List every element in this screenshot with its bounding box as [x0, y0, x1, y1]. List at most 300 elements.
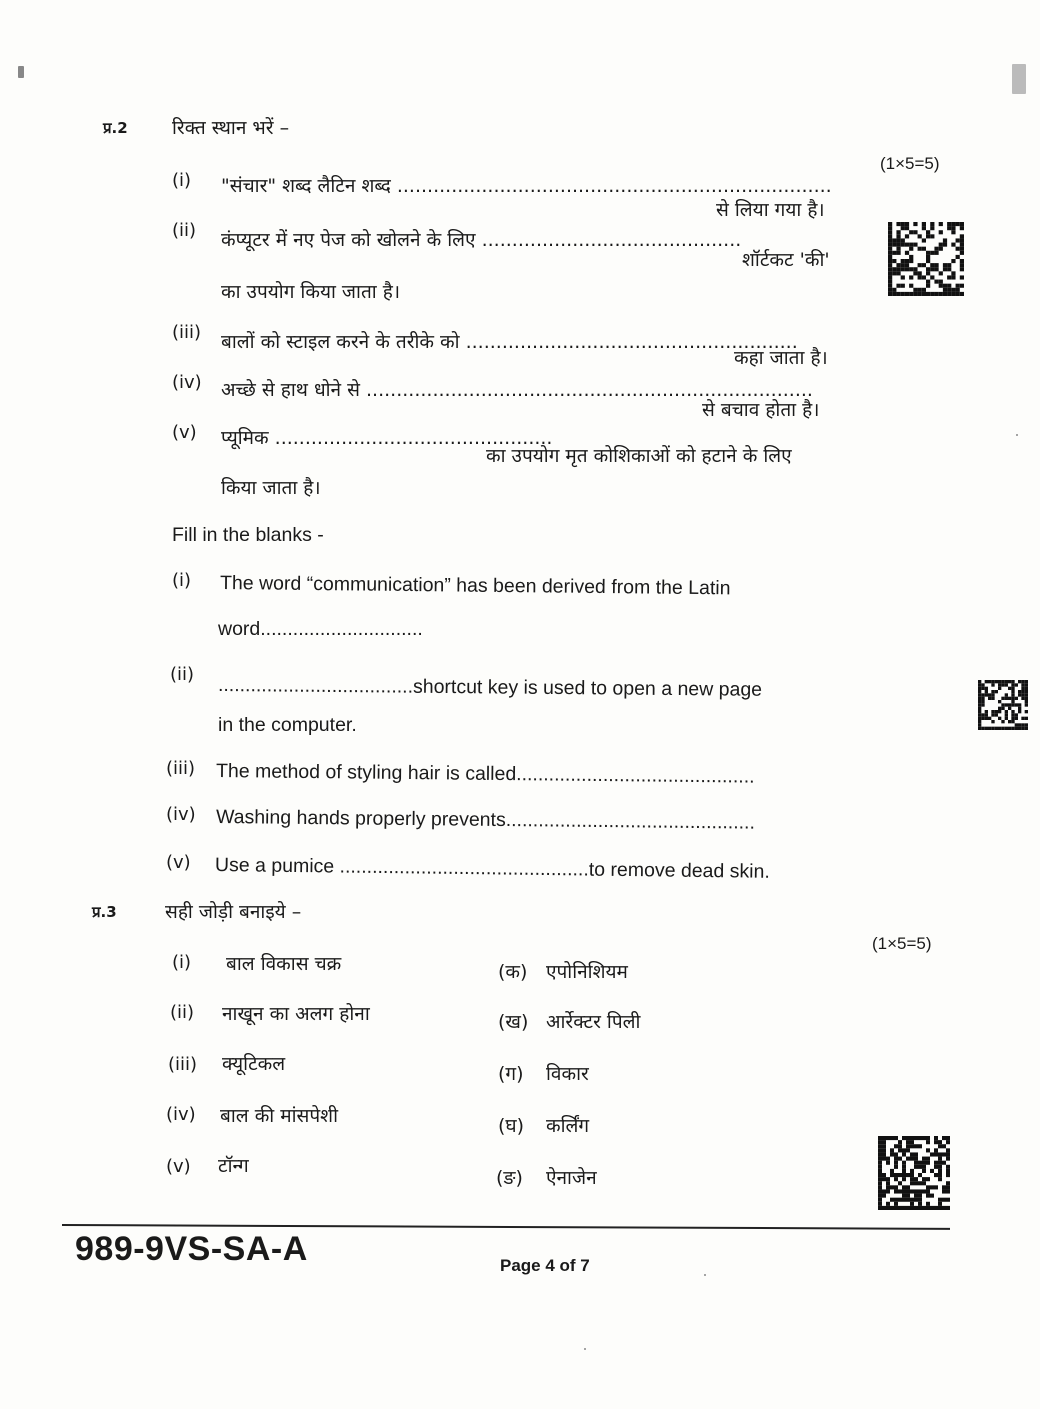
- matrix-module: [878, 1202, 882, 1206]
- matrix-module: [918, 1202, 922, 1206]
- matrix-module: [888, 251, 892, 255]
- matrix-module: [1005, 727, 1008, 730]
- matrix-module: [882, 1157, 886, 1161]
- matrix-module: [934, 292, 938, 296]
- q2-en-item-2-text-cont: in the computer.: [218, 714, 357, 736]
- matrix-module: [898, 1198, 902, 1202]
- matrix-module: [998, 707, 1001, 710]
- matrix-module: [938, 1144, 942, 1148]
- matrix-module: [998, 710, 1001, 713]
- matrix-module: [918, 271, 922, 275]
- matrix-module: [1011, 697, 1014, 700]
- matrix-module: [896, 247, 900, 251]
- matrix-module: [902, 1198, 906, 1202]
- matrix-module: [956, 247, 960, 251]
- matrix-module: [922, 1189, 926, 1193]
- matrix-module: [951, 230, 955, 234]
- footer-rule: [62, 1224, 950, 1230]
- matrix-module: [896, 292, 900, 296]
- matrix-module: [882, 1194, 886, 1198]
- matrix-module: [1015, 713, 1018, 716]
- matrix-module: [901, 267, 905, 271]
- scan-mark: [704, 1274, 706, 1276]
- matrix-module: [951, 292, 955, 296]
- matrix-module: [988, 697, 991, 700]
- matrix-module: [894, 1161, 898, 1165]
- matrix-module: [942, 1206, 946, 1210]
- matrix-module: [914, 1152, 918, 1156]
- matrix-module: [951, 271, 955, 275]
- matrix-module: [922, 1181, 926, 1185]
- matrix-module: [1015, 717, 1018, 720]
- matrix-module: [888, 222, 892, 226]
- matrix-module: [938, 1173, 942, 1177]
- matrix-module: [1001, 727, 1004, 730]
- q2-en-item-4-text: Washing hands properly prevents..............................................: [215, 806, 756, 834]
- matrix-module: [939, 247, 943, 251]
- matrix-module: [902, 1206, 906, 1210]
- matrix-module: [978, 680, 981, 683]
- matrix-module: [1025, 717, 1028, 720]
- matrix-module: [978, 717, 981, 720]
- matrix-module: [1015, 697, 1018, 700]
- matrix-module: [1025, 687, 1028, 690]
- matrix-module: [1001, 680, 1004, 683]
- matrix-module: [946, 1198, 950, 1202]
- page-number: Page 4 of 7: [500, 1256, 590, 1275]
- matrix-module: [988, 693, 991, 696]
- q2-hi-item-5-text: प्यूमिक ..............................................: [221, 427, 553, 449]
- matrix-module: [878, 1161, 882, 1165]
- matrix-module: [888, 292, 892, 296]
- q3-right-3-number: (ग): [498, 1063, 524, 1085]
- matrix-module: [985, 713, 988, 716]
- matrix-module: [1011, 720, 1014, 723]
- matrix-module: [922, 238, 926, 242]
- matrix-module: [898, 1181, 902, 1185]
- matrix-module: [978, 710, 981, 713]
- matrix-module: [1021, 687, 1024, 690]
- matrix-module: [926, 230, 930, 234]
- matrix-module: [922, 263, 926, 267]
- matrix-module: [886, 1136, 890, 1140]
- matrix-module: [1025, 700, 1028, 703]
- matrix-module: [943, 284, 947, 288]
- matrix-module: [951, 222, 955, 226]
- q2-heading-hindi: रिक्त स्थान भरें –: [172, 117, 290, 139]
- q2-hi-item-2-text-cont: का उपयोग किया जाता है।: [221, 281, 401, 303]
- matrix-module: [918, 1189, 922, 1193]
- matrix-module: [926, 1140, 930, 1144]
- matrix-module: [981, 700, 984, 703]
- q2-en-item-2-number: (ii): [170, 664, 195, 685]
- matrix-module: [991, 680, 994, 683]
- matrix-module: [918, 263, 922, 267]
- qr-code-middle: [978, 680, 1028, 730]
- matrix-module: [1011, 703, 1014, 706]
- matrix-module: [985, 680, 988, 683]
- matrix-module: [985, 710, 988, 713]
- matrix-module: [943, 238, 947, 242]
- q2-hi-item-1-number: (i): [172, 170, 192, 191]
- q3-right-5-text: ऐनाजेन: [546, 1167, 597, 1189]
- matrix-module: [896, 263, 900, 267]
- matrix-module: [1021, 723, 1024, 726]
- matrix-module: [926, 271, 930, 275]
- matrix-module: [878, 1185, 882, 1189]
- matrix-module: [918, 1194, 922, 1198]
- matrix-module: [1021, 697, 1024, 700]
- q3-left-5-number: (v): [166, 1156, 191, 1177]
- matrix-module: [978, 723, 981, 726]
- q2-en-item-4-number: (iv): [166, 804, 196, 825]
- matrix-module: [882, 1173, 886, 1177]
- matrix-module: [978, 687, 981, 690]
- matrix-module: [1008, 720, 1011, 723]
- matrix-module: [1015, 703, 1018, 706]
- matrix-module: [930, 275, 934, 279]
- matrix-module: [902, 1161, 906, 1165]
- matrix-module: [892, 267, 896, 271]
- matrix-module: [930, 1169, 934, 1173]
- matrix-module: [896, 251, 900, 255]
- matrix-module: [942, 1161, 946, 1165]
- matrix-module: [888, 263, 892, 267]
- matrix-module: [1005, 693, 1008, 696]
- matrix-module: [906, 1206, 910, 1210]
- matrix-module: [898, 1206, 902, 1210]
- matrix-module: [896, 243, 900, 247]
- matrix-module: [906, 1140, 910, 1144]
- datamatrix-code-bottom: [878, 1136, 950, 1210]
- matrix-module: [981, 693, 984, 696]
- matrix-module: [934, 1206, 938, 1210]
- matrix-module: [930, 234, 934, 238]
- matrix-module: [978, 720, 981, 723]
- matrix-module: [946, 1152, 950, 1156]
- q2-en-item-5-text: Use a pumice ..............................................to remove dead skin.: [214, 854, 770, 883]
- q2-hi-item-3-number: (iii): [172, 322, 202, 343]
- matrix-module: [892, 243, 896, 247]
- matrix-module: [902, 1185, 906, 1189]
- matrix-module: [922, 1169, 926, 1173]
- matrix-module: [888, 243, 892, 247]
- matrix-module: [913, 271, 917, 275]
- matrix-module: [985, 717, 988, 720]
- matrix-module: [1025, 683, 1028, 686]
- matrix-module: [914, 1161, 918, 1165]
- matrix-module: [910, 1152, 914, 1156]
- matrix-module: [1008, 707, 1011, 710]
- matrix-module: [985, 727, 988, 730]
- matrix-module: [918, 288, 922, 292]
- matrix-module: [1021, 717, 1024, 720]
- matrix-module: [938, 1177, 942, 1181]
- matrix-module: [943, 288, 947, 292]
- matrix-module: [1005, 717, 1008, 720]
- matrix-module: [926, 1177, 930, 1181]
- matrix-module: [981, 697, 984, 700]
- matrix-module: [878, 1198, 882, 1202]
- matrix-module: [894, 1136, 898, 1140]
- matrix-module: [901, 259, 905, 263]
- matrix-module: [934, 1140, 938, 1144]
- matrix-module: [985, 693, 988, 696]
- matrix-module: [888, 247, 892, 251]
- matrix-module: [934, 267, 938, 271]
- matrix-module: [978, 690, 981, 693]
- matrix-module: [926, 280, 930, 284]
- matrix-module: [901, 275, 905, 279]
- matrix-module: [906, 1173, 910, 1177]
- matrix-module: [1001, 697, 1004, 700]
- q2-hi-item-1-text: "संचार" शब्द लैटिन शब्द ........................................................................: [221, 175, 832, 197]
- matrix-module: [898, 1173, 902, 1177]
- q2-number: प्र.2: [103, 119, 128, 137]
- matrix-module: [896, 230, 900, 234]
- matrix-module: [930, 226, 934, 230]
- matrix-module: [906, 1185, 910, 1189]
- matrix-module: [946, 1136, 950, 1140]
- matrix-module: [922, 1206, 926, 1210]
- matrix-module: [878, 1140, 882, 1144]
- matrix-module: [956, 255, 960, 259]
- q2-hi-item-4-number: (iv): [172, 372, 202, 393]
- matrix-module: [918, 247, 922, 251]
- matrix-module: [888, 255, 892, 259]
- matrix-module: [892, 271, 896, 275]
- matrix-module: [930, 1185, 934, 1189]
- matrix-module: [939, 280, 943, 284]
- matrix-module: [956, 288, 960, 292]
- matrix-module: [981, 727, 984, 730]
- matrix-module: [892, 251, 896, 255]
- matrix-module: [892, 259, 896, 263]
- q3-left-2-text: नाखून का अलग होना: [222, 1003, 370, 1025]
- matrix-module: [938, 1140, 942, 1144]
- matrix-module: [882, 1136, 886, 1140]
- matrix-module: [947, 292, 951, 296]
- matrix-module: [946, 1140, 950, 1144]
- matrix-module: [888, 267, 892, 271]
- q2-en-item-1-text: The word “communication” has been derived from the Latin: [219, 572, 731, 600]
- matrix-module: [909, 230, 913, 234]
- q2-en-item-3-number: (iii): [166, 758, 196, 779]
- matrix-module: [905, 226, 909, 230]
- matrix-module: [886, 1157, 890, 1161]
- matrix-module: [956, 238, 960, 242]
- matrix-module: [905, 267, 909, 271]
- matrix-module: [1018, 680, 1021, 683]
- matrix-module: [888, 280, 892, 284]
- q2-hi-item-4-text-end: से बचाव होता है।: [702, 399, 820, 421]
- matrix-module: [901, 243, 905, 247]
- matrix-module: [991, 710, 994, 713]
- matrix-module: [1025, 690, 1028, 693]
- matrix-module: [910, 1181, 914, 1185]
- matrix-module: [878, 1157, 882, 1161]
- matrix-module: [894, 1198, 898, 1202]
- matrix-module: [888, 259, 892, 263]
- matrix-module: [1011, 680, 1014, 683]
- matrix-module: [914, 1189, 918, 1193]
- matrix-module: [1018, 693, 1021, 696]
- q3-right-4-number: (घ): [498, 1115, 525, 1137]
- matrix-module: [910, 1157, 914, 1161]
- matrix-module: [991, 727, 994, 730]
- paper-code: 989-9VS-SA-A: [75, 1230, 308, 1268]
- matrix-module: [926, 1136, 930, 1140]
- matrix-module: [939, 222, 943, 226]
- matrix-module: [886, 1181, 890, 1185]
- matrix-module: [905, 222, 909, 226]
- matrix-module: [910, 1198, 914, 1202]
- matrix-module: [894, 1202, 898, 1206]
- matrix-module: [909, 259, 913, 263]
- matrix-module: [981, 717, 984, 720]
- matrix-module: [922, 292, 926, 296]
- matrix-module: [939, 230, 943, 234]
- matrix-module: [898, 1140, 902, 1144]
- matrix-module: [942, 1198, 946, 1202]
- matrix-module: [1011, 693, 1014, 696]
- matrix-module: [914, 1194, 918, 1198]
- matrix-module: [926, 251, 930, 255]
- matrix-module: [1025, 727, 1028, 730]
- scan-mark: [18, 66, 24, 78]
- q3-left-4-text: बाल की मांसपेशी: [220, 1105, 339, 1127]
- matrix-module: [942, 1136, 946, 1140]
- matrix-module: [905, 263, 909, 267]
- matrix-module: [882, 1140, 886, 1144]
- matrix-module: [978, 683, 981, 686]
- matrix-module: [890, 1152, 894, 1156]
- matrix-module: [951, 226, 955, 230]
- matrix-module: [960, 226, 964, 230]
- matrix-module: [960, 263, 964, 267]
- matrix-module: [906, 1198, 910, 1202]
- q3-left-3-text: क्यूटिकल: [222, 1053, 286, 1075]
- matrix-module: [991, 683, 994, 686]
- matrix-module: [960, 222, 964, 226]
- matrix-module: [909, 275, 913, 279]
- matrix-module: [1011, 717, 1014, 720]
- matrix-module: [910, 1173, 914, 1177]
- matrix-module: [981, 713, 984, 716]
- matrix-module: [1021, 727, 1024, 730]
- matrix-module: [930, 251, 934, 255]
- matrix-module: [934, 1165, 938, 1169]
- matrix-module: [922, 222, 926, 226]
- matrix-module: [878, 1173, 882, 1177]
- q3-heading-hindi: सही जोड़ी बनाइये –: [165, 901, 302, 923]
- matrix-module: [914, 1181, 918, 1185]
- matrix-module: [995, 727, 998, 730]
- q2-en-item-1-text-cont: word..............................: [218, 618, 423, 640]
- matrix-module: [882, 1189, 886, 1193]
- matrix-module: [998, 680, 1001, 683]
- matrix-module: [934, 247, 938, 251]
- matrix-module: [902, 1177, 906, 1181]
- matrix-module: [926, 1185, 930, 1189]
- q3-right-3-text: विकार: [546, 1063, 589, 1085]
- matrix-module: [922, 1136, 926, 1140]
- matrix-module: [890, 1169, 894, 1173]
- matrix-module: [906, 1148, 910, 1152]
- matrix-module: [930, 1152, 934, 1156]
- matrix-module: [890, 1148, 894, 1152]
- matrix-module: [894, 1189, 898, 1193]
- matrix-module: [939, 284, 943, 288]
- matrix-module: [888, 234, 892, 238]
- matrix-module: [934, 251, 938, 255]
- matrix-module: [902, 1152, 906, 1156]
- matrix-module: [902, 1148, 906, 1152]
- matrix-module: [926, 234, 930, 238]
- matrix-module: [1021, 690, 1024, 693]
- matrix-module: [886, 1202, 890, 1206]
- matrix-module: [901, 292, 905, 296]
- matrix-module: [1005, 713, 1008, 716]
- matrix-module: [926, 267, 930, 271]
- matrix-module: [898, 1157, 902, 1161]
- matrix-module: [906, 1194, 910, 1198]
- matrix-module: [930, 267, 934, 271]
- matrix-module: [898, 1148, 902, 1152]
- matrix-module: [882, 1144, 886, 1148]
- matrix-module: [960, 247, 964, 251]
- matrix-module: [1001, 720, 1004, 723]
- matrix-module: [902, 1165, 906, 1169]
- matrix-module: [1015, 683, 1018, 686]
- q2-hi-item-4-text: अच्छे से हाथ धोने से ..........................................................................: [221, 379, 813, 401]
- matrix-module: [914, 1165, 918, 1169]
- q3-marks: (1×5=5): [872, 934, 932, 953]
- matrix-module: [985, 687, 988, 690]
- matrix-module: [960, 238, 964, 242]
- matrix-module: [1025, 697, 1028, 700]
- q3-right-5-number: (ङ): [496, 1167, 523, 1189]
- q3-right-2-number: (ख): [498, 1011, 529, 1033]
- matrix-module: [943, 292, 947, 296]
- matrix-module: [947, 267, 951, 271]
- matrix-module: [918, 1181, 922, 1185]
- matrix-module: [926, 292, 930, 296]
- matrix-module: [978, 727, 981, 730]
- matrix-module: [902, 1173, 906, 1177]
- matrix-module: [1005, 680, 1008, 683]
- matrix-module: [942, 1189, 946, 1193]
- matrix-module: [890, 1173, 894, 1177]
- matrix-module: [956, 222, 960, 226]
- matrix-module: [1018, 703, 1021, 706]
- matrix-module: [890, 1206, 894, 1210]
- matrix-module: [1021, 693, 1024, 696]
- matrix-module: [1011, 713, 1014, 716]
- matrix-module: [906, 1144, 910, 1148]
- matrix-module: [886, 1161, 890, 1165]
- matrix-module: [913, 267, 917, 271]
- matrix-module: [942, 1152, 946, 1156]
- matrix-module: [918, 1173, 922, 1177]
- matrix-module: [878, 1169, 882, 1173]
- matrix-module: [898, 1189, 902, 1193]
- matrix-module: [894, 1157, 898, 1161]
- matrix-module: [942, 1144, 946, 1148]
- matrix-module: [892, 238, 896, 242]
- matrix-module: [896, 234, 900, 238]
- q3-left-2-number: (ii): [170, 1002, 195, 1023]
